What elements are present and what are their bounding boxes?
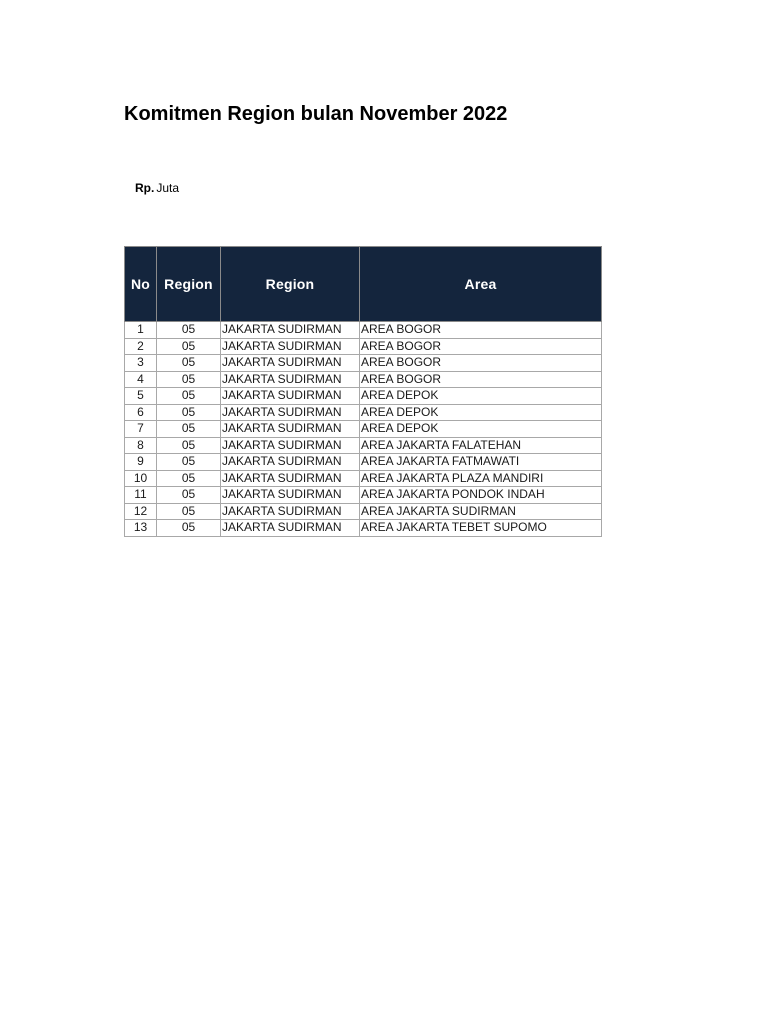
currency-unit-note [135, 181, 179, 195]
row-number-cell: 10 [125, 470, 157, 487]
region-name-cell: JAKARTA SUDIRMAN [221, 355, 360, 372]
region-name-cell: JAKARTA SUDIRMAN [221, 454, 360, 471]
region-name-cell: JAKARTA SUDIRMAN [221, 487, 360, 504]
region-code-cell: 05 [157, 520, 221, 537]
area-cell: AREA BOGOR [360, 371, 602, 388]
region-name-cell: JAKARTA SUDIRMAN [221, 520, 360, 537]
currency-unit: Juta [156, 181, 180, 195]
region-name-cell: JAKARTA SUDIRMAN [221, 338, 360, 355]
table-row [125, 338, 602, 355]
region-name-cell: JAKARTA SUDIRMAN [221, 322, 360, 339]
area-cell: AREA DEPOK [360, 404, 602, 421]
table-row [125, 487, 602, 504]
area-cell: AREA DEPOK [360, 421, 602, 438]
table-row [125, 421, 602, 438]
region-code-cell: 05 [157, 437, 221, 454]
area-cell: AREA JAKARTA SUDIRMAN [360, 503, 602, 520]
region-name-cell: JAKARTA SUDIRMAN [221, 437, 360, 454]
row-number-cell: 2 [125, 338, 157, 355]
region-name-cell: JAKARTA SUDIRMAN [221, 404, 360, 421]
row-number-cell: 13 [125, 520, 157, 537]
table-row [125, 503, 602, 520]
header-row [125, 247, 602, 322]
row-number-cell: 8 [125, 437, 157, 454]
row-number-cell: 5 [125, 388, 157, 405]
table-row [125, 322, 602, 339]
header-no: No [125, 247, 157, 322]
row-number-cell: 1 [125, 322, 157, 339]
region-name-cell: JAKARTA SUDIRMAN [221, 503, 360, 520]
table-row [125, 371, 602, 388]
area-cell: AREA JAKARTA FALATEHAN [360, 437, 602, 454]
table-row [125, 437, 602, 454]
area-cell: AREA JAKARTA PLAZA MANDIRI [360, 470, 602, 487]
region-code-cell: 05 [157, 421, 221, 438]
region-name-cell: JAKARTA SUDIRMAN [221, 421, 360, 438]
region-code-cell: 05 [157, 404, 221, 421]
row-number-cell: 11 [125, 487, 157, 504]
area-cell: AREA JAKARTA FATMAWATI [360, 454, 602, 471]
page-title: Komitmen Region bulan November 2022 [124, 103, 508, 125]
region-code-cell: 05 [157, 470, 221, 487]
table-row [125, 404, 602, 421]
area-cell: AREA JAKARTA TEBET SUPOMO [360, 520, 602, 537]
area-cell: AREA BOGOR [360, 355, 602, 372]
table-body [125, 322, 602, 537]
table-row [125, 520, 602, 537]
header-area: Area [360, 247, 602, 322]
region-code-cell: 05 [157, 487, 221, 504]
region-code-cell: 05 [157, 355, 221, 372]
area-cell: AREA BOGOR [360, 322, 602, 339]
region-name-cell: JAKARTA SUDIRMAN [221, 371, 360, 388]
commitment-table [124, 246, 602, 537]
table-row [125, 355, 602, 372]
row-number-cell: 9 [125, 454, 157, 471]
area-cell: AREA DEPOK [360, 388, 602, 405]
region-code-cell: 05 [157, 371, 221, 388]
region-name-cell: JAKARTA SUDIRMAN [221, 470, 360, 487]
area-cell: AREA BOGOR [360, 338, 602, 355]
region-code-cell: 05 [157, 322, 221, 339]
table-row [125, 388, 602, 405]
region-code-cell: 05 [157, 338, 221, 355]
region-code-cell: 05 [157, 454, 221, 471]
header-region-code: Region [157, 247, 221, 322]
table-row [125, 470, 602, 487]
region-name-cell: JAKARTA SUDIRMAN [221, 388, 360, 405]
table-row [125, 454, 602, 471]
header-region-name: Region [221, 247, 360, 322]
table-header [125, 247, 602, 322]
row-number-cell: 7 [125, 421, 157, 438]
row-number-cell: 3 [125, 355, 157, 372]
region-code-cell: 05 [157, 388, 221, 405]
region-code-cell: 05 [157, 503, 221, 520]
area-cell: AREA JAKARTA PONDOK INDAH [360, 487, 602, 504]
row-number-cell: 4 [125, 371, 157, 388]
row-number-cell: 6 [125, 404, 157, 421]
row-number-cell: 12 [125, 503, 157, 520]
currency-label: Rp. [135, 181, 155, 195]
